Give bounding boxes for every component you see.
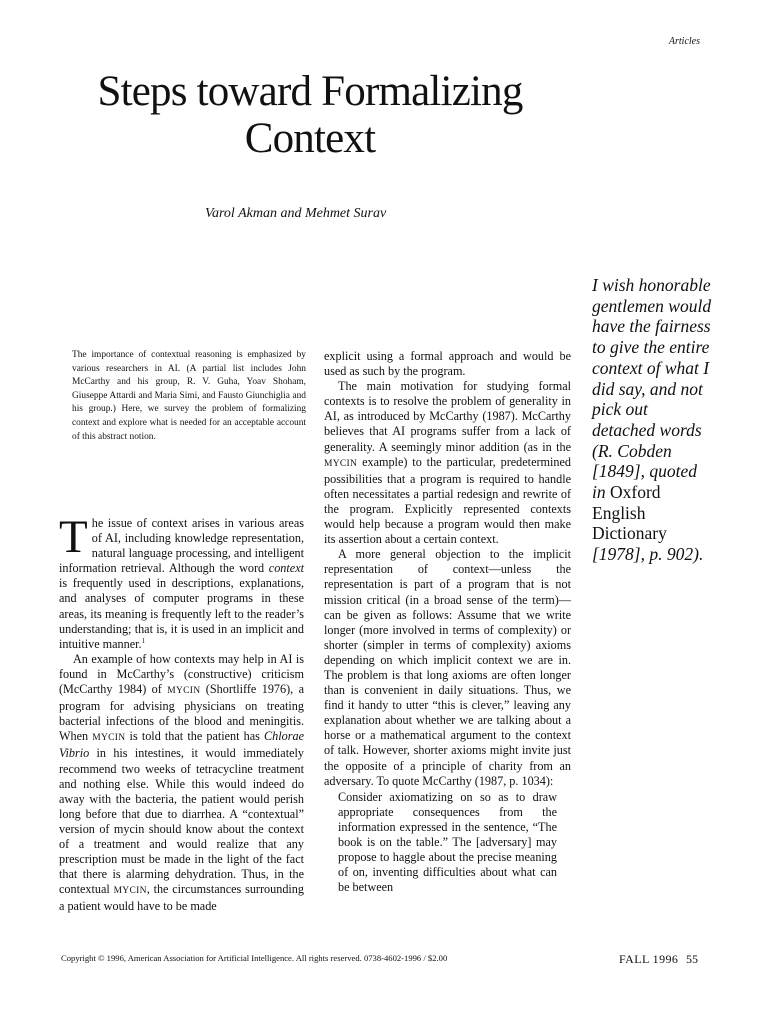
pull-quote: I wish honorable gentlemen would have the fairness to give the entire context of what I did say, and not pick out detached words (R. Cobden [1849], quoted in Oxford English Dictionary [1978], p. 902). (592, 275, 712, 565)
block-quote-text: Consider axiomatizing on so as to draw appropriate consequences from the information expressed in the sentence, “The book is on the table.” The [adversary] may propose to haggle about the precise meaning of on, inventing difficulties about what can be between (338, 789, 557, 895)
block-quote (338, 790, 557, 896)
body-paragraph-5: A more general objection to the implicit representation of context—unless the representation is part of a program that is not mission critical (in a broad sense of the term)—can be given as follows: Assume that we write longer (more involved in terms of complexity) or shorter (simpler in terms of complexity) axioms depending on which implicit context we are in. The problem is that long axioms are often longer than is convenient in daily situations. Thus, we find it handy to utter “this is clever,” leaving any explanation about whether we are talking about a horse or a mathematical argument to the context of talk. However, shorter axioms might invite just the opposite of a principle of charity from an adversary. To quote McCarthy (1987, p. 1034): (324, 547, 571, 788)
drop-cap: T (59, 511, 88, 563)
authors: Varol Akman and Mehmet Surav (205, 206, 387, 221)
body-paragraph-1: The issue of context arises in various areas of AI, including knowledge representation, natural language processing, and intelligent information retrieval. Although the word context is frequently used in descriptions, explanations, and analyses of computer programs in these areas, its meaning is frequently left to the reader’s understanding; that is, it is used in an implicit and intuitive manner.$^1$ (59, 511, 304, 651)
article-title (60, 68, 560, 162)
body-column-middle (324, 349, 571, 895)
section-label: Articles (668, 36, 700, 47)
abstract: The importance of contextual reasoning is emphasized by various researchers in AI. (A partial list includes John McCarthy and his group, R. V. Guha, Yoav Shoham, Giuseppe Attardi and Maria Simi, and Fausto Giunchiglia and his group.) Here, we survey the problem of formalizing context and explore what is needed for an acceptable account of this abstract notion. (72, 350, 306, 442)
page-number: 55 (686, 952, 698, 966)
body-paragraph-2: An example of how contexts may help in AI is found in McCarthy’s (constructive) criticism (McCarthy 1984) of MYCIN (Shortliffe 1976), a program for advising physicians on treating bacterial infections of the blood and meningitis. When MYCIN is told that the patient has Chlorae Vibrio in his intestines, it would immediately recommend two weeks of tetracycline treatment and nothing else. While this would indeed do away with the bacteria, the patient would perish long before that due to diarrhea. A “contextual” version of mycin should know about the context of a treatment and would realize that any prescription must be made in the light of the fact that there is alarming dehydration. Thus, in the contextual MYCIN, the circumstances surrounding a patient would have to be made (59, 651, 305, 914)
body-paragraph-3: explicit using a formal approach and would be used as such by the program. (324, 349, 571, 379)
title-line-2: Context (244, 115, 376, 162)
footnote-marker: 1 (141, 636, 146, 645)
body-paragraph-4: The main motivation for studying formal contexts is to resolve the problem of generality in AI, as introduced by McCarthy (1987). McCarthy believes that AI programs suffer from a lack of generality. A seemingly minor addition (as in the MYCIN example) to the particular, predetermined possibilities that a program is required to handle often necessitates a partial redesign and rewrite of the program. Explicitly represented contexts would help because a program would then make its assertion about a certain context. (324, 379, 571, 547)
footer-copyright: Copyright © 1996, American Association for Artificial Intelligence. All rights reserved. 0738-4602-1996 / $2.00 (61, 953, 448, 963)
body-column-left (59, 511, 305, 914)
footer-issue: FALL 1996 (619, 952, 679, 966)
title-line-1: Steps toward Formalizing (97, 68, 523, 115)
